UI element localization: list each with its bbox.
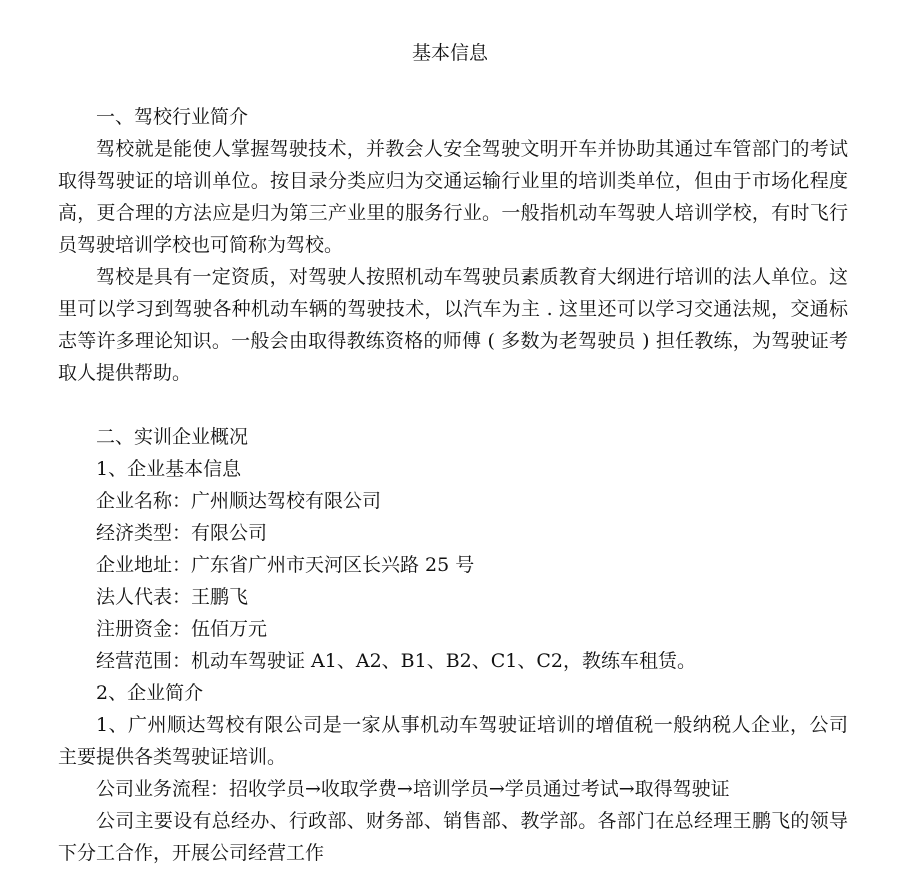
info-registered-capital: 注册资金：伍佰万元: [96, 618, 268, 640]
info-legal-representative: 法人代表：王鹏飞: [96, 586, 249, 608]
section-heading-industry: 一、驾校行业简介: [96, 106, 249, 128]
info-company-address: 企业地址：广东省广州市天河区长兴路 25 号: [96, 554, 475, 576]
paragraph-departments: 公司主要设有总经办、行政部、财务部、销售部、教学部。各部门在总经理王鹏飞的领导下分工合作，开展公司经营工作: [58, 810, 848, 864]
document-title: 基本信息: [411, 42, 488, 64]
paragraph-driving-school-definition: 驾校就是能使人掌握驾驶技术，并教会人安全驾驶文明开车并协助其通过车管部门的考试取得驾驶证的培训单位。按目录分类应归为交通运输行业里的培训类单位，但由于市场化程度高，更合理的方法应是归为第三产业里的服务行业。一般指机动车驾驶人培训学校，有时飞行员驾驶培训学校也可简称为驾校。: [58, 138, 848, 256]
subheading-company-intro: 2、企业简介: [96, 682, 204, 704]
info-economic-type: 经济类型：有限公司: [96, 522, 268, 544]
paragraph-company-intro: 1、广州顺达驾校有限公司是一家从事机动车驾驶证培训的增值税一般纳税人企业，公司主要提供各类驾驶证培训。: [58, 714, 848, 768]
document-body: [58, 101, 848, 869]
subheading-basic-info: 1、企业基本信息: [96, 458, 242, 480]
info-business-scope: 经营范围：机动车驾驶证 A1、A2、B1、B2、C1、C2，教练车租赁。: [96, 650, 697, 672]
info-company-name: 企业名称：广州顺达驾校有限公司: [96, 490, 382, 512]
paragraph-business-process: 公司业务流程：招收学员→收取学费→培训学员→学员通过考试→取得驾驶证: [96, 778, 730, 800]
section-heading-company: 二、实训企业概况: [96, 426, 249, 448]
paragraph-driving-school-qualification: 驾校是具有一定资质，对驾驶人按照机动车驾驶员素质教育大纲进行培训的法人单位。这里可以学习到驾驶各种机动车辆的驾驶技术，以汽车为主 . 这里还可以学习交通法规，交通标志等许多理论知识。一般会由取得教练资格的师傅 ( 多数为老驾驶员 ) 担任教练，为驾驶证考取人提供帮助。: [58, 266, 848, 384]
paragraph-gap: [58, 389, 848, 421]
